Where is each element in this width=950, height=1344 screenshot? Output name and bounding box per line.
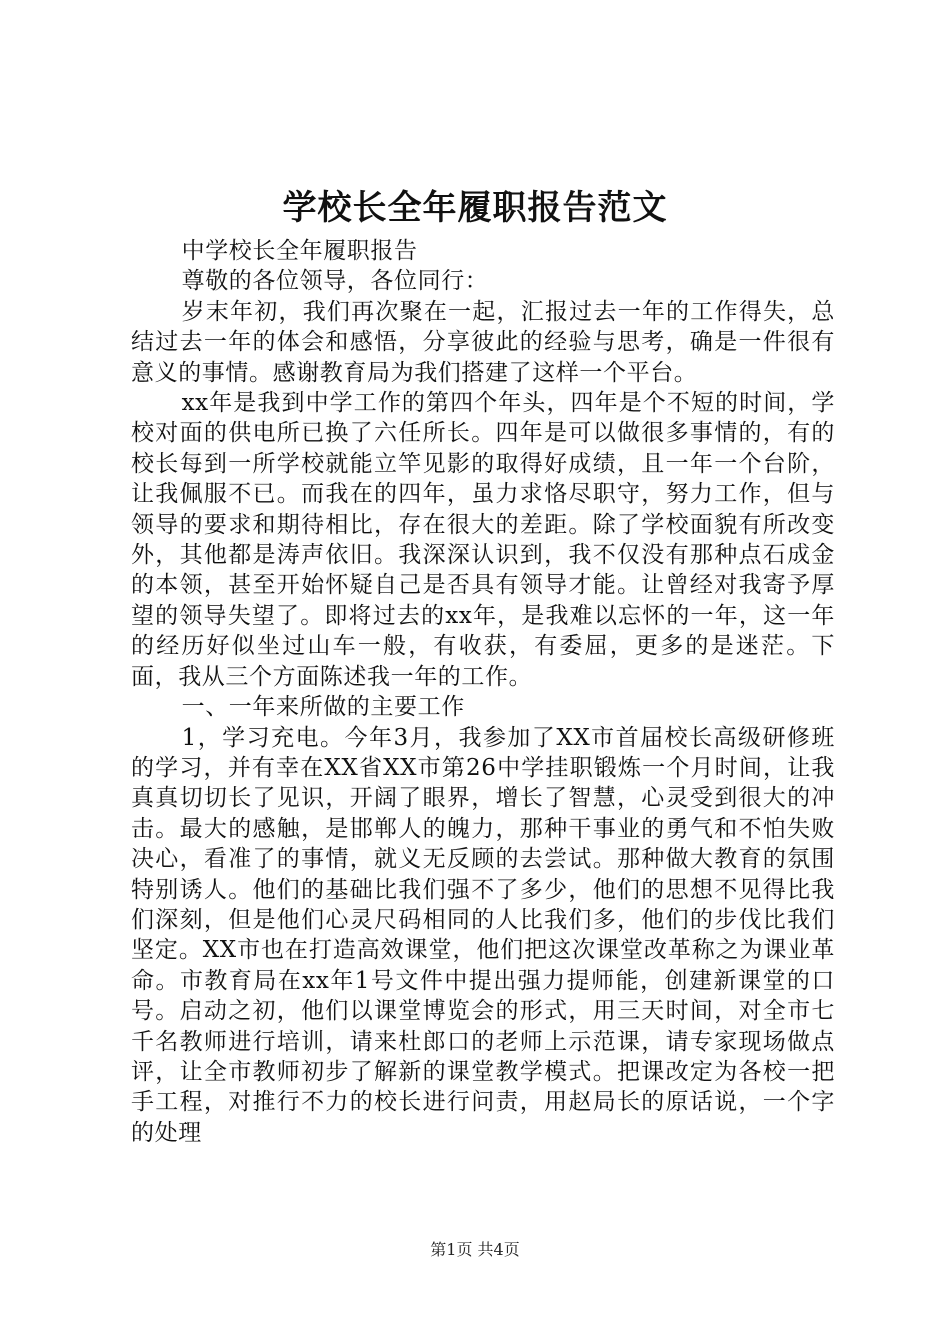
document-title: 学校长全年履职报告范文 — [282, 188, 668, 228]
paragraph-salutation: 尊敬的各位领导，各位同行： — [181, 268, 489, 295]
document-body — [131, 236, 835, 1148]
paragraph-study: 1，学习充电。今年3月，我参加了XX市首届校长高级研修班的学习，并有幸在XX省XX市第26中学挂职锻炼一个月时间，让我真真切切长了见识，开阔了眼界，增长了智慧，心灵受到很大的冲击。最大的感触，是邯郸人的魄力，那种干事业的勇气和不怕失败决心，看准了的事情，就义无反顾的去尝试。那种做大教育的氛围特别诱人。他们的基础比我们强不了多少，他们的思想不见得比我们深刻，但是他们心灵尺码相同的人比我们多，他们的步伐比我们坚定。XX市也在打造高效课堂，他们把这次课堂改革称之为课业革命。市教育局在xx年1号文件中提出强力提师能，创建新课堂的口号。启动之初，他们以课堂博览会的形式，用三天时间，对全市七千名教师进行培训，请来杜郎口的老师上示范课，请专家现场做点评，让全市教师初步了解新的课堂教学模式。把课改定为各校一把手工程，对推行不力的校长进行问责，用赵局长的原话说，一个字的处理 — [131, 724, 835, 1146]
paragraph-intro: 岁末年初，我们再次聚在一起，汇报过去一年的工作得失，总结过去一年的体会和感悟，分享彼此的经验与思考，确是一件很有意义的事情。感谢教育局为我们搭建了这样一个平台。 — [131, 298, 835, 386]
paragraph-year-summary: xx年是我到中学工作的第四个年头，四年是个不短的时间，学校对面的供电所已换了六任所长。四年是可以做很多事情的，有的校长每到一所学校就能立竿见影的取得好成绩，且一年一个台阶，让我佩服不已。而我在的四年，虽力求恪尽职守，努力工作，但与领导的要求和期待相比，存在很大的差距。除了学校面貌有所改变外，其他都是涛声依旧。我深深认识到，我不仅没有那种点石成金的本领，甚至开始怀疑自己是否具有领导才能。让曾经对我寄予厚望的领导失望了。即将过去的xx年，是我难以忘怀的一年，这一年的经历好似坐过山车一般，有收获，有委屈，更多的是迷茫。下面，我从三个方面陈述我一年的工作。 — [131, 390, 835, 690]
section-heading: 一、一年来所做的主要工作 — [181, 694, 465, 721]
paragraph-subtitle: 中学校长全年履职报告 — [181, 238, 418, 264]
page-number-footer: 第1页 共4页 — [430, 1240, 520, 1259]
